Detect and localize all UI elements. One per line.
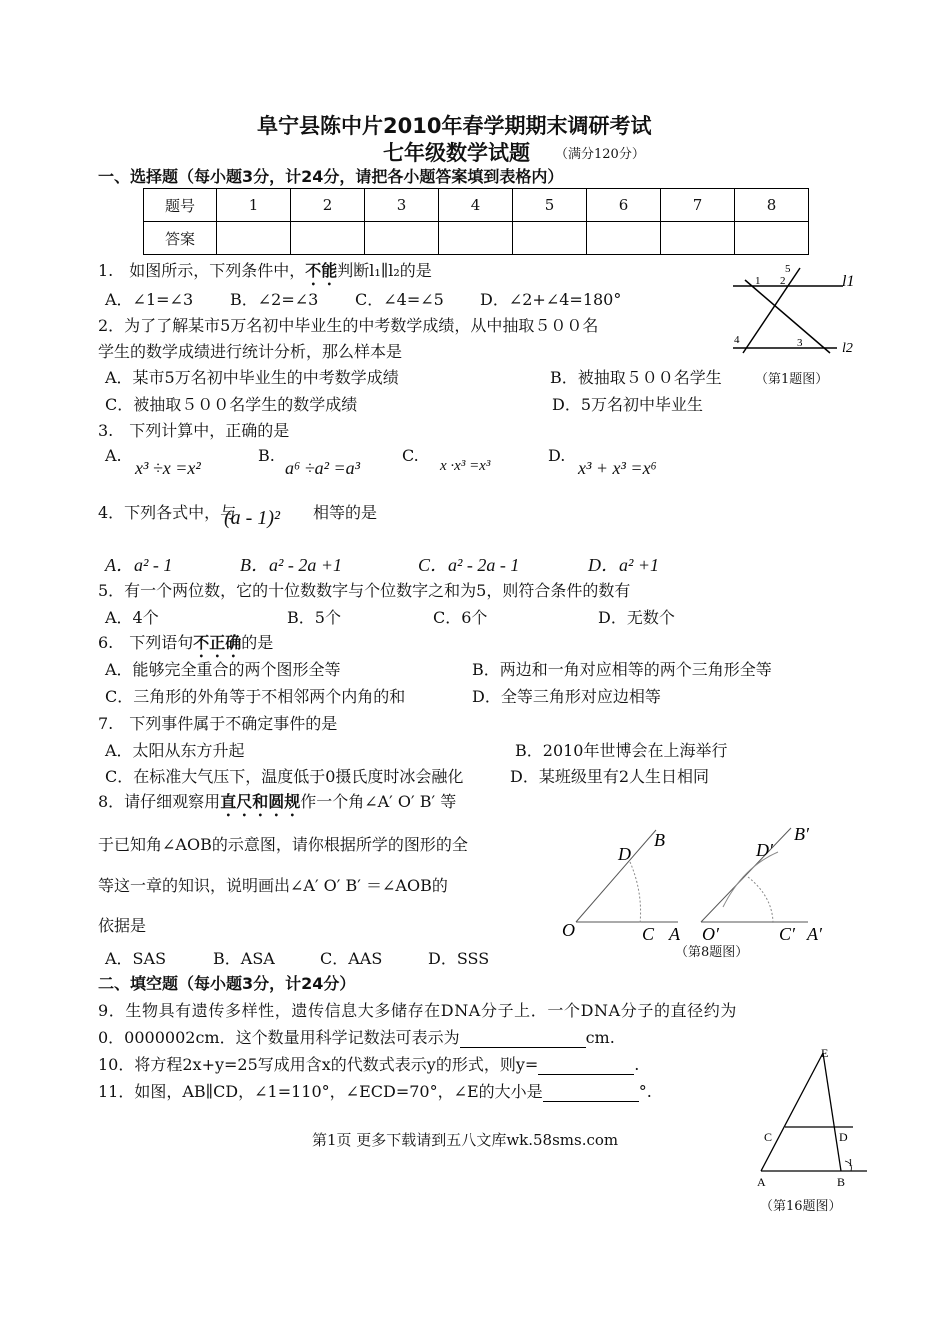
fig8-label-o: O xyxy=(562,920,575,940)
fig16-label-d: D xyxy=(839,1130,848,1144)
q9-answer-blank[interactable] xyxy=(460,1029,586,1048)
q9-post: cm. xyxy=(585,1028,615,1047)
exam-subtitle: 七年级数学试题 xyxy=(383,141,530,165)
q8-pre: 8．请仔细观察用 xyxy=(98,792,221,811)
fig1-label-1: 1 xyxy=(755,275,761,287)
fig8-label-c-prime: C′ xyxy=(779,924,795,944)
q6-pre: 6. 下列语句 xyxy=(98,633,194,652)
q3-letter-b: B. xyxy=(258,446,275,465)
q8-stem xyxy=(98,789,456,820)
q8-line3: 等这一章的知识，说明画出∠A′ O′ B′ ＝∠AOB的 xyxy=(98,876,448,895)
q11-pre: 11．如图，AB∥CD，∠1=110°，∠ECD=70°，∠E的大小是 xyxy=(98,1082,543,1101)
table-col-1: 1 xyxy=(217,189,291,222)
q5-stem: 5．有一个两位数，它的十位数数字与个位数字之和为5，则符合条件的数有 xyxy=(98,581,631,600)
q1-post: 判断l₁∥l₂的是 xyxy=(337,261,432,280)
answer-cell-2[interactable] xyxy=(291,222,365,255)
q9-pre: 0．0000002cm．这个数量用科学记数法可表示为 xyxy=(98,1028,460,1047)
q6-option-a: A．能够完全重合的两个图形全等 xyxy=(105,660,341,679)
fig1-label-l1: l1 xyxy=(842,273,855,290)
figure-1 xyxy=(725,258,865,358)
table-col-8: 8 xyxy=(735,189,809,222)
section1-heading: 一、选择题（每小题3分，计24分，请把各小题答案填到表格内） xyxy=(98,167,564,186)
q7-option-a: A．太阳从东方升起 xyxy=(105,741,245,760)
question-1-stem xyxy=(98,258,432,289)
q1-option-b: B．∠2=∠3 xyxy=(230,290,319,309)
q8-option-d: D．SSS xyxy=(428,949,490,968)
answer-table xyxy=(143,188,809,255)
q9-line2 xyxy=(98,1025,615,1048)
q2-option-b: B．被抽取５００名学生 xyxy=(550,368,722,387)
q3-expr-c: x ·x³ =x³ xyxy=(440,458,491,474)
q4-pre: 4．下列各式中，与 xyxy=(98,503,237,522)
q7-option-c: C．在标准大气压下，温度低于0摄氏度时冰会融化 xyxy=(105,767,464,786)
fig8-label-c: C xyxy=(642,924,655,944)
q4-post: 相等的是 xyxy=(313,503,378,522)
fig1-label-3: 3 xyxy=(797,337,803,349)
q11-line xyxy=(98,1079,652,1102)
answer-cell-6[interactable] xyxy=(587,222,661,255)
q3-letter-d: D. xyxy=(548,446,566,465)
fig8-caption: （第8题图） xyxy=(675,945,749,960)
q7-option-b: B．2010年世博会在上海举行 xyxy=(515,741,728,760)
answer-cell-4[interactable] xyxy=(439,222,513,255)
q8-option-b: B．ASA xyxy=(213,949,275,968)
q1-option-c: C．∠4=∠5 xyxy=(355,290,444,309)
q3-letter-c: C. xyxy=(402,446,419,465)
fig1-label-l2: l2 xyxy=(842,341,853,356)
figure-8 xyxy=(558,822,838,950)
table-col-3: 3 xyxy=(365,189,439,222)
q8-emphasis: 直尺和圆规 xyxy=(220,792,301,811)
q1-option-d: D．∠2+∠4=180° xyxy=(480,290,622,309)
fig1-caption: （第1题图） xyxy=(755,372,829,387)
q8-line4: 依据是 xyxy=(98,916,147,935)
fig8-label-b-prime: B′ xyxy=(794,824,809,844)
fig8-label-a-prime: A′ xyxy=(807,924,822,944)
q6-option-b: B．两边和一角对应相等的两个三角形全等 xyxy=(472,660,772,679)
table-col-2: 2 xyxy=(291,189,365,222)
q7-option-d: D．某班级里有2人生日相同 xyxy=(510,767,710,786)
q2-option-c: C．被抽取５００名学生的数学成绩 xyxy=(105,395,358,414)
q1-emphasis: 不能 xyxy=(305,261,338,280)
q2-option-d: D．5万名初中毕业生 xyxy=(552,395,704,414)
q4-expr: (a - 1)² xyxy=(224,507,280,529)
q5-option-d: D．无数个 xyxy=(598,608,675,627)
fig8-label-d-prime: D′ xyxy=(756,840,773,860)
q4-option-d: D．a² +1 xyxy=(588,555,660,575)
q3-expr-d: x³ + x³ =x⁶ xyxy=(578,458,657,478)
q5-option-c: C．6个 xyxy=(433,608,488,627)
fig8-label-b: B xyxy=(654,830,665,850)
q5-option-b: B．5个 xyxy=(287,608,341,627)
q7-stem: 7. 下列事件属于不确定事件的是 xyxy=(98,714,338,733)
q10-pre: 10．将方程2x+y=25写成用含x的代数式表示y的形式，则y= xyxy=(98,1055,539,1074)
q1-pre: 1. 如图所示，下列条件中， xyxy=(98,261,306,280)
fig8-label-a: A xyxy=(669,924,680,944)
q10-post: . xyxy=(634,1055,640,1074)
q8-post: 作一个角∠A′ O′ B′ 等 xyxy=(300,792,457,811)
q9-line1: 9．生物具有遗传多样性，遗传信息大多储存在DNA分子上．一个DNA分子的直径约为 xyxy=(98,1001,737,1020)
q4-option-b: B．a² - 2a +1 xyxy=(240,555,343,575)
fig1-label-2: 2 xyxy=(780,275,786,287)
q11-post: °. xyxy=(638,1082,652,1101)
q2-line2: 学生的数学成绩进行统计分析，那么样本是 xyxy=(98,342,403,361)
q4-option-c: C．a² - 2a - 1 xyxy=(418,555,520,575)
answer-cell-3[interactable] xyxy=(365,222,439,255)
q3-expr-a: x³ ÷x =x² xyxy=(135,458,201,478)
q3-stem: 3. 下列计算中，正确的是 xyxy=(98,421,290,440)
fig16-label-a: A xyxy=(757,1175,766,1189)
table-col-6: 6 xyxy=(587,189,661,222)
figure-16 xyxy=(745,1043,875,1193)
fig16-label-c: C xyxy=(764,1130,773,1144)
q6-option-d: D．全等三角形对应边相等 xyxy=(472,687,661,706)
q3-letter-a: A. xyxy=(105,446,122,465)
q11-answer-blank[interactable] xyxy=(543,1083,639,1102)
section2-heading: 二、填空题（每小题3分，计24分） xyxy=(98,974,356,993)
table-row-label-number: 题号 xyxy=(144,189,217,222)
q8-option-c: C．AAS xyxy=(320,949,383,968)
table-col-7: 7 xyxy=(661,189,735,222)
fig16-label-1: 1 xyxy=(848,1158,853,1169)
table-col-4: 4 xyxy=(439,189,513,222)
q10-line xyxy=(98,1052,639,1075)
answer-cell-7[interactable] xyxy=(661,222,735,255)
table-row-label-answer: 答案 xyxy=(144,222,217,255)
answer-cell-1[interactable] xyxy=(217,222,291,255)
q6-option-c: C．三角形的外角等于不相邻两个内角的和 xyxy=(105,687,406,706)
answer-cell-8[interactable] xyxy=(735,222,809,255)
fig1-label-5: 5 xyxy=(785,263,791,275)
q5-option-a: A．4个 xyxy=(105,608,159,627)
fig16-caption: （第16题图） xyxy=(760,1199,842,1214)
fig8-label-o-prime: O′ xyxy=(702,924,719,944)
q2-option-a: A．某市5万名初中毕业生的中考数学成绩 xyxy=(105,368,399,387)
fig8-label-d: D xyxy=(618,844,631,864)
q2-line1: 2．为了了解某市5万名初中毕业生的中考数学成绩，从中抽取５００名 xyxy=(98,316,599,335)
fig16-label-b: B xyxy=(837,1175,846,1189)
exam-title: 阜宁县陈中片2010年春学期期末调研考试 xyxy=(257,114,652,138)
q8-line2: 于已知角∠AOB的示意图，请你根据所学的图形的全 xyxy=(98,835,468,854)
table-col-5: 5 xyxy=(513,189,587,222)
q6-post: 的是 xyxy=(241,633,274,652)
q1-option-a: A．∠1=∠3 xyxy=(105,290,194,309)
page-footer[interactable]: 第1页 更多下载请到五八文库wk.58sms.com xyxy=(312,1131,619,1149)
answer-cell-5[interactable] xyxy=(513,222,587,255)
q8-option-a: A．SAS xyxy=(105,949,167,968)
q4-option-a: A．a² - 1 xyxy=(105,555,173,575)
fig1-label-4: 4 xyxy=(734,334,740,346)
q10-answer-blank[interactable] xyxy=(538,1056,634,1075)
q3-expr-b: a⁶ ÷a² =a³ xyxy=(285,458,361,478)
fig16-label-e: E xyxy=(821,1046,829,1060)
score-note: （满分120分） xyxy=(555,147,645,162)
q6-emphasis: 不正确 xyxy=(193,633,242,652)
